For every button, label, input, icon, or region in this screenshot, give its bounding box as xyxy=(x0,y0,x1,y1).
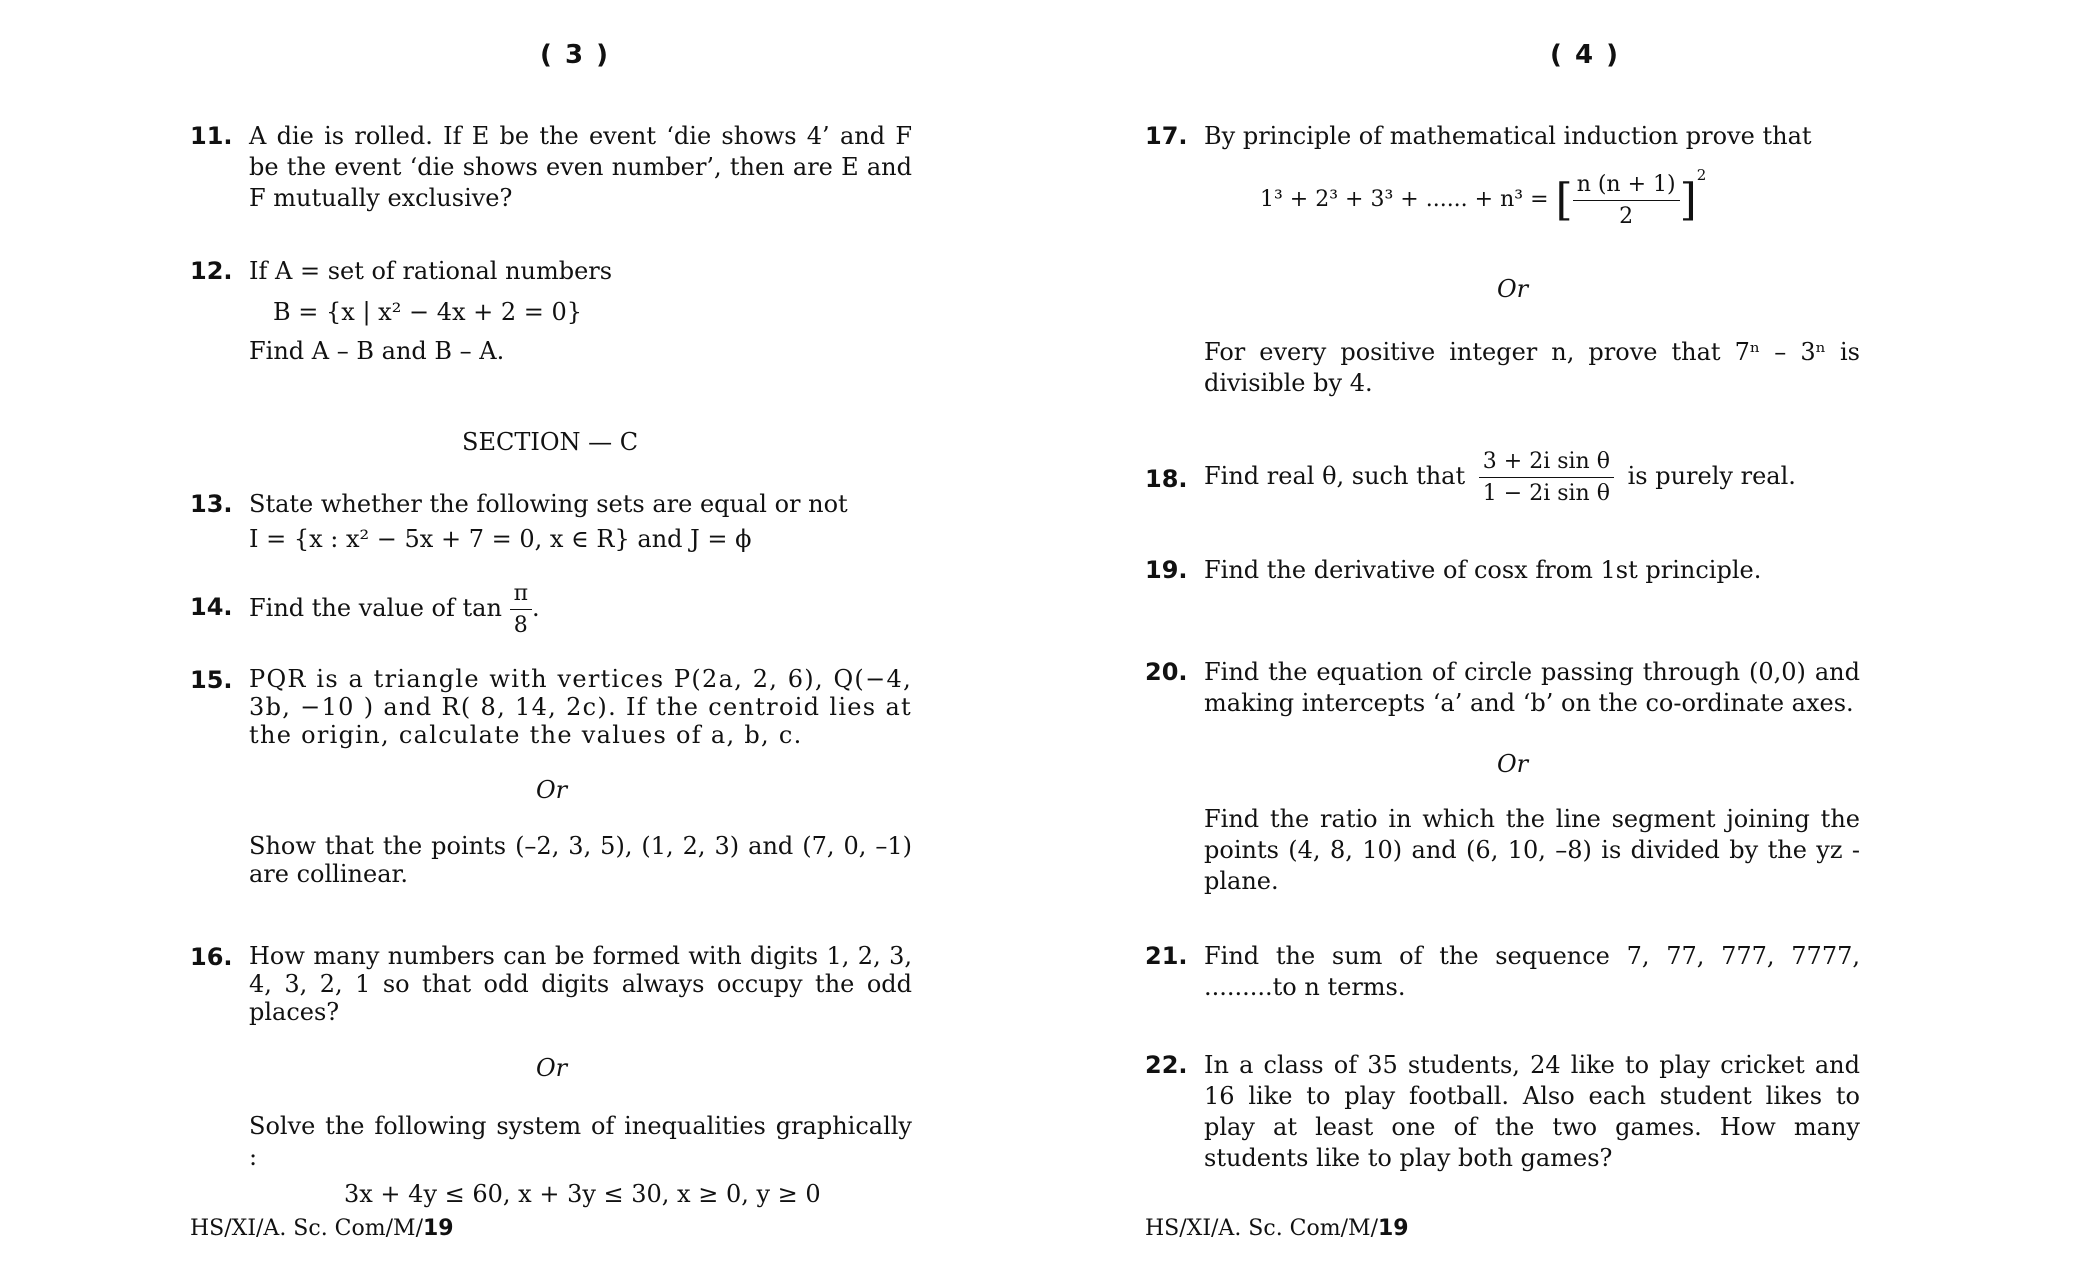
question-number: 20. xyxy=(1145,658,1188,686)
question-20-alternative xyxy=(1145,804,1860,897)
or-separator: Or xyxy=(1497,275,1529,303)
question-text: State whether the following sets are equal or not xyxy=(249,490,848,518)
complex-fraction xyxy=(1479,446,1614,509)
question-number: 17. xyxy=(1145,122,1188,150)
set-b-definition xyxy=(273,297,912,328)
question-16-alternative xyxy=(190,1111,912,1210)
question-text-end: is purely real. xyxy=(1627,462,1796,490)
question-22 xyxy=(1145,1050,1860,1174)
question-text: If A = set of rational numbers xyxy=(249,257,613,285)
section-heading: SECTION — C xyxy=(462,428,639,456)
question-14 xyxy=(190,578,912,641)
page-number: ( 3 ) xyxy=(540,40,610,70)
question-16 xyxy=(190,942,912,1026)
set-b-expression: {x | x² − 4x + 2 = 0} xyxy=(326,298,583,326)
fraction-denominator: 1 − 2i sin θ xyxy=(1482,481,1610,506)
question-number: 12. xyxy=(190,257,233,285)
left-bracket: [ xyxy=(1555,174,1573,226)
page-right xyxy=(1050,0,2100,1275)
question-text: Find the derivative of cosx from 1st principle. xyxy=(1204,556,1762,584)
question-text: By principle of mathematical induction prove that xyxy=(1204,122,1812,150)
set-expression: I = {x : x² − 5x + 7 = 0, x ∈ R} and J = ϕ xyxy=(249,525,752,553)
question-text-main: Find real θ, such that xyxy=(1204,462,1466,490)
sentence-end: . xyxy=(532,594,540,622)
fraction-denominator: 8 xyxy=(513,613,528,638)
question-18 xyxy=(1145,446,1860,509)
question-number: 21. xyxy=(1145,942,1188,970)
question-text: Find the equation of circle passing through (0,0) and making intercepts ‘a’ and ‘b’ on the co-ordinate axes. xyxy=(1204,658,1860,717)
footer-year: 19 xyxy=(1377,1216,1409,1241)
page-footer xyxy=(1145,1216,1409,1241)
formula-fraction xyxy=(1573,169,1680,232)
or-separator: Or xyxy=(1497,750,1529,778)
question-20 xyxy=(1145,657,1860,719)
page-footer xyxy=(190,1216,454,1241)
question-text: In a class of 35 students, 24 like to play cricket and 16 like to play football. Also each student likes to play at least one of the two games. How many students like to play both games? xyxy=(1204,1051,1860,1172)
formula-lhs: 1³ + 2³ + 3³ + ...... + n³ = xyxy=(1260,187,1549,212)
inequalities-expression: 3x + 4y ≤ 60, x + 3y ≤ 30, x ≥ 0, y ≥ 0 xyxy=(344,1180,821,1208)
question-number: 11. xyxy=(190,122,233,150)
footer-code: HS/XI/A. Sc. Com/M/ xyxy=(1145,1216,1378,1241)
footer-code: HS/XI/A. Sc. Com/M/ xyxy=(190,1216,423,1241)
fraction-numerator: 3 + 2i sin θ xyxy=(1479,446,1614,478)
question-text: How many numbers can be formed with digits 1, 2, 3, 4, 3, 2, 1 so that odd digits always occupy the odd places? xyxy=(249,942,912,1026)
set-b-label: B = xyxy=(273,298,327,326)
formula-exponent: 2 xyxy=(1696,166,1707,184)
or-separator: Or xyxy=(536,1054,568,1082)
alternative-text: Show that the points (–2, 3, 5), (1, 2, 3) and (7, 0, –1) are collinear. xyxy=(249,832,912,888)
question-number: 18. xyxy=(1145,465,1188,493)
alternative-text: Solve the following system of inequalities graphically : xyxy=(249,1112,912,1171)
question-number: 15. xyxy=(190,666,233,694)
question-15-alternative xyxy=(190,832,912,888)
question-21 xyxy=(1145,941,1860,1003)
fraction-numerator: π xyxy=(510,578,532,610)
question-number: 19. xyxy=(1145,556,1188,584)
page-number: ( 4 ) xyxy=(1550,40,1620,70)
footer-year: 19 xyxy=(422,1216,454,1241)
question-number: 14. xyxy=(190,593,233,621)
question-15 xyxy=(190,665,912,749)
question-text xyxy=(249,578,912,641)
question-text: A die is rolled. If E be the event ‘die shows 4’ and F be the event ‘die shows even number’, then are E and F mutually exclusive? xyxy=(249,122,912,212)
fraction-numerator: n (n + 1) xyxy=(1573,169,1680,201)
question-text: Find the sum of the sequence 7, 77, 777, 7777, .........to n terms. xyxy=(1204,942,1860,1001)
question-11 xyxy=(190,121,912,214)
or-separator: Or xyxy=(536,776,568,804)
induction-formula xyxy=(1260,160,1860,232)
question-17-alternative xyxy=(1145,337,1860,399)
question-number: 13. xyxy=(190,490,233,518)
pi-over-8-fraction xyxy=(510,578,532,641)
question-17 xyxy=(1145,121,1860,232)
alternative-text: For every positive integer n, prove that 7ⁿ – 3ⁿ is divisible by 4. xyxy=(1204,338,1860,397)
question-number: 22. xyxy=(1145,1051,1188,1079)
fraction-denominator: 2 xyxy=(1619,203,1634,229)
question-number: 16. xyxy=(190,943,233,971)
question-13 xyxy=(190,489,912,555)
question-text: PQR is a triangle with vertices P(2a, 2, 6), Q(−4, 3b, −10 ) and R( 8, 14, 2c). If the centroid lies at the origin, calculate the values of a, b, c. xyxy=(249,665,912,749)
right-bracket: ] xyxy=(1679,174,1697,226)
question-text-main: Find the value of tan xyxy=(249,594,502,622)
question-text xyxy=(1204,446,1860,509)
question-12 xyxy=(190,256,912,367)
question-tail: Find A – B and B – A. xyxy=(249,337,505,365)
alternative-text: Find the ratio in which the line segment joining the points (4, 8, 10) and (6, 10, –8) is divided by the yz - plane. xyxy=(1204,805,1860,895)
question-19 xyxy=(1145,555,1860,586)
